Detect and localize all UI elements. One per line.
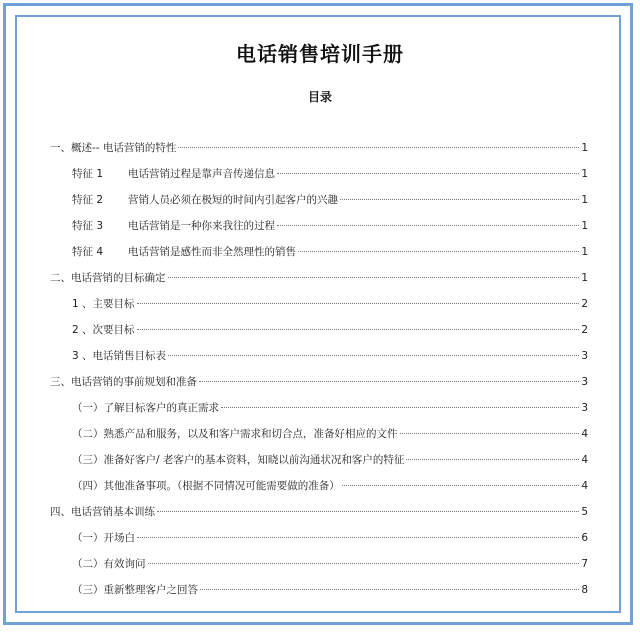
toc-entry-label: （三）准备好客户/ 老客户的基本资料，知晓以前沟通状况和客户的特征	[72, 454, 405, 466]
toc-entry-label: 四、电话营销基本训练	[50, 506, 155, 518]
toc-entry-label: 电话营销是一种你来我往的过程	[128, 220, 275, 232]
toc-dot-leader	[200, 589, 579, 590]
toc-dot-leader	[340, 199, 579, 200]
toc-entry-page: 4	[581, 428, 588, 440]
toc-entry-page: 1	[581, 246, 588, 258]
toc-dot-leader	[148, 563, 580, 564]
toc-entry-tag: 特征 2	[72, 194, 104, 206]
document-title: 电话销售培训手册	[236, 42, 404, 66]
toc-entry-page: 3	[581, 402, 588, 414]
toc-entry[interactable]	[50, 140, 588, 154]
toc-entry[interactable]	[72, 426, 588, 440]
toc-entry-label: 二、电话营销的目标确定	[50, 272, 166, 284]
toc-entry-page: 1	[581, 168, 588, 180]
toc-entry[interactable]	[50, 374, 588, 388]
toc-entry[interactable]	[50, 504, 588, 518]
toc-entry[interactable]	[72, 582, 588, 596]
toc-heading: 目录	[307, 90, 332, 104]
toc-entry[interactable]	[72, 166, 588, 180]
toc-entry-label: 3 、电话销售目标表	[72, 350, 167, 362]
toc-entry-page: 4	[581, 480, 588, 492]
toc-entry-label: （一）开场白	[72, 532, 135, 544]
toc-entry-page: 8	[581, 584, 588, 596]
toc-entry-label: （二）有效询问	[72, 558, 146, 570]
toc-entry-label: 电话营销过程是靠声音传递信息	[128, 168, 275, 180]
toc-dot-leader	[199, 381, 579, 382]
toc-entry-tag: 特征 4	[72, 246, 104, 258]
toc-entry-label: 1 、主要目标	[72, 298, 135, 310]
toc-dot-leader	[137, 329, 580, 330]
toc-entry-page: 4	[581, 454, 588, 466]
toc-entry[interactable]	[72, 192, 588, 206]
toc-dot-leader	[157, 511, 579, 512]
toc-dot-leader	[277, 225, 579, 226]
toc-entry-label: 营销人员必须在极短的时间内引起客户的兴趣	[128, 194, 338, 206]
toc-entry[interactable]	[72, 348, 588, 362]
toc-dot-leader	[168, 277, 580, 278]
toc-entry-page: 7	[581, 558, 588, 570]
toc-entry-page: 1	[581, 194, 588, 206]
toc-entry-page: 2	[581, 324, 588, 336]
toc-entry-label: （四）其他准备事项。（根据不同情况可能需要做的准备）	[72, 480, 340, 492]
toc-entry-label: 电话营销是感性而非全然理性的销售	[128, 246, 296, 258]
toc-entry-label: （二）熟悉产品和服务，以及和客户需求和切合点，准备好相应的文件	[72, 428, 398, 440]
toc-dot-leader	[342, 485, 580, 486]
toc-entry-page: 1	[581, 220, 588, 232]
toc-entry[interactable]	[72, 556, 588, 570]
toc-entry[interactable]	[72, 244, 588, 258]
toc-entry-page: 1	[581, 272, 588, 284]
toc-entry-label: （三）重新整理客户之回答	[72, 584, 198, 596]
toc-entry-label: （一）了解目标客户的真正需求	[72, 402, 219, 414]
toc-entry-tag: 特征 1	[72, 168, 104, 180]
toc-entry-page: 3	[581, 376, 588, 388]
toc-dot-leader	[400, 433, 580, 434]
toc-entry-page: 1	[581, 142, 588, 154]
toc-entry-label: 三、电话营销的事前规划和准备	[50, 376, 197, 388]
toc-entry[interactable]	[72, 452, 588, 466]
toc-entry-page: 3	[581, 350, 588, 362]
toc-dot-leader	[406, 459, 579, 460]
toc-entry-label: 2 、次要目标	[72, 324, 135, 336]
toc-dot-leader	[137, 537, 579, 538]
toc-entry[interactable]	[72, 322, 588, 336]
toc-entry-tag: 特征 3	[72, 220, 104, 232]
toc-dot-leader	[277, 173, 579, 174]
toc-dot-leader	[298, 251, 579, 252]
toc-entry[interactable]	[72, 530, 588, 544]
toc-entry-page: 6	[581, 532, 588, 544]
toc-entry-page: 5	[581, 506, 588, 518]
toc-dot-leader	[221, 407, 579, 408]
toc-dot-leader	[178, 147, 579, 148]
toc-entry-page: 2	[581, 298, 588, 310]
toc-entry[interactable]	[72, 478, 588, 492]
toc-entry[interactable]	[72, 400, 588, 414]
toc-dot-leader	[137, 303, 580, 304]
toc-entry[interactable]	[72, 296, 588, 310]
toc-entry[interactable]	[50, 270, 588, 284]
toc-entry[interactable]	[72, 218, 588, 232]
toc-entry-label: 一、概述-- 电话营销的特性	[50, 142, 177, 154]
toc-dot-leader	[168, 355, 579, 356]
